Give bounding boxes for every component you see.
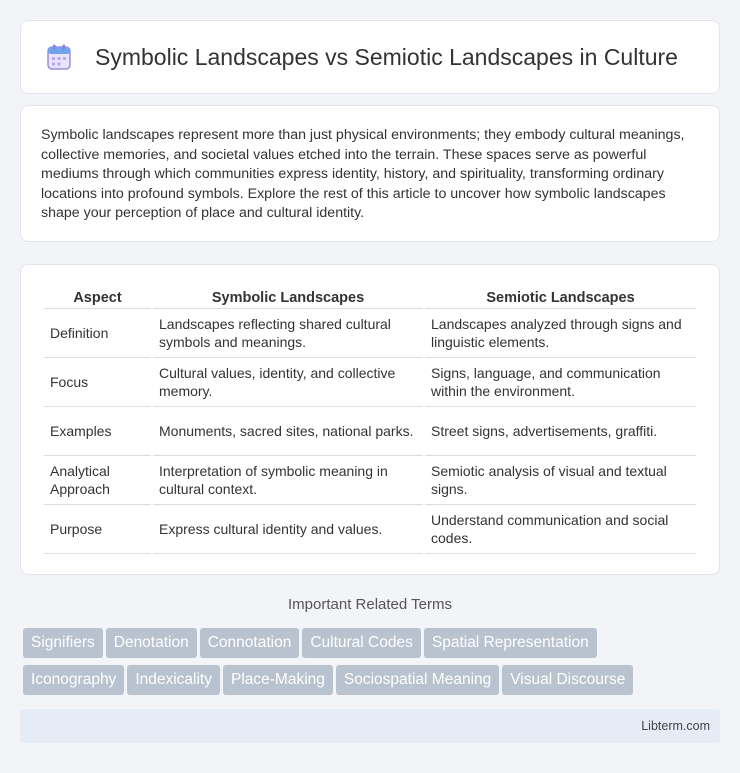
table-row: [44, 309, 696, 358]
tag-signifiers[interactable]: Signifiers: [23, 628, 103, 658]
tag-place-making[interactable]: Place-Making: [223, 665, 333, 695]
tag-cultural-codes[interactable]: Cultural Codes: [302, 628, 421, 658]
row-aspect: Definition: [44, 309, 151, 358]
comparison-card: [20, 264, 720, 575]
row-symbolic: Monuments, sacred sites, national parks.: [153, 407, 423, 456]
table-row: [44, 407, 696, 456]
row-symbolic: Cultural values, identity, and collective memory.: [153, 358, 423, 407]
tag-denotation[interactable]: Denotation: [106, 628, 197, 658]
tag-iconography[interactable]: Iconography: [23, 665, 124, 695]
page-title: Symbolic Landscapes vs Semiotic Landscapes in Culture: [95, 43, 678, 70]
header-semiotic: Semiotic Landscapes: [425, 285, 696, 309]
row-aspect: Focus: [44, 358, 151, 407]
tag-connotation[interactable]: Connotation: [200, 628, 300, 658]
row-aspect: Purpose: [44, 505, 151, 554]
footer-site-link[interactable]: Libterm.com: [641, 719, 710, 733]
footer: [20, 709, 720, 743]
row-semiotic: Landscapes analyzed through signs and linguistic elements.: [425, 309, 696, 358]
row-symbolic: Express cultural identity and values.: [153, 505, 423, 554]
header-symbolic: Symbolic Landscapes: [153, 285, 423, 309]
related-terms-list: [23, 628, 723, 702]
tag-visual-discourse[interactable]: Visual Discourse: [502, 665, 633, 695]
table-row: [44, 358, 696, 407]
row-semiotic: Street signs, advertisements, graffiti.: [425, 407, 696, 456]
row-semiotic: Signs, language, and communication within the environment.: [425, 358, 696, 407]
row-semiotic: Understand communication and social codes.: [425, 505, 696, 554]
row-semiotic: Semiotic analysis of visual and textual signs.: [425, 456, 696, 505]
title-card: [20, 20, 720, 94]
tag-spatial-representation[interactable]: Spatial Representation: [424, 628, 597, 658]
related-terms-title: Important Related Terms: [288, 596, 452, 613]
intro-paragraph: Symbolic landscapes represent more than just physical environments; they embody cultural meanings, collective memories, and societal values etched into the terrain. These spaces serve as powerful mediums through which communities express identity, history, and spirituality, transforming ordinary locations into profound symbols. Explore the rest of this article to uncover how symbolic landscapes shape your perception of place and cultural identity.: [41, 127, 685, 222]
tag-sociospatial-meaning[interactable]: Sociospatial Meaning: [336, 665, 499, 695]
row-aspect: Examples: [44, 407, 151, 456]
calendar-icon: [45, 43, 73, 71]
intro-card: [20, 105, 720, 242]
header-aspect: Aspect: [44, 285, 151, 309]
table-header-row: [44, 285, 696, 309]
comparison-table: [42, 285, 698, 554]
row-symbolic: Interpretation of symbolic meaning in cultural context.: [153, 456, 423, 505]
table-row: [44, 456, 696, 505]
row-aspect: Analytical Approach: [44, 456, 151, 505]
tag-indexicality[interactable]: Indexicality: [127, 665, 220, 695]
row-symbolic: Landscapes reflecting shared cultural symbols and meanings.: [153, 309, 423, 358]
table-row: [44, 505, 696, 554]
